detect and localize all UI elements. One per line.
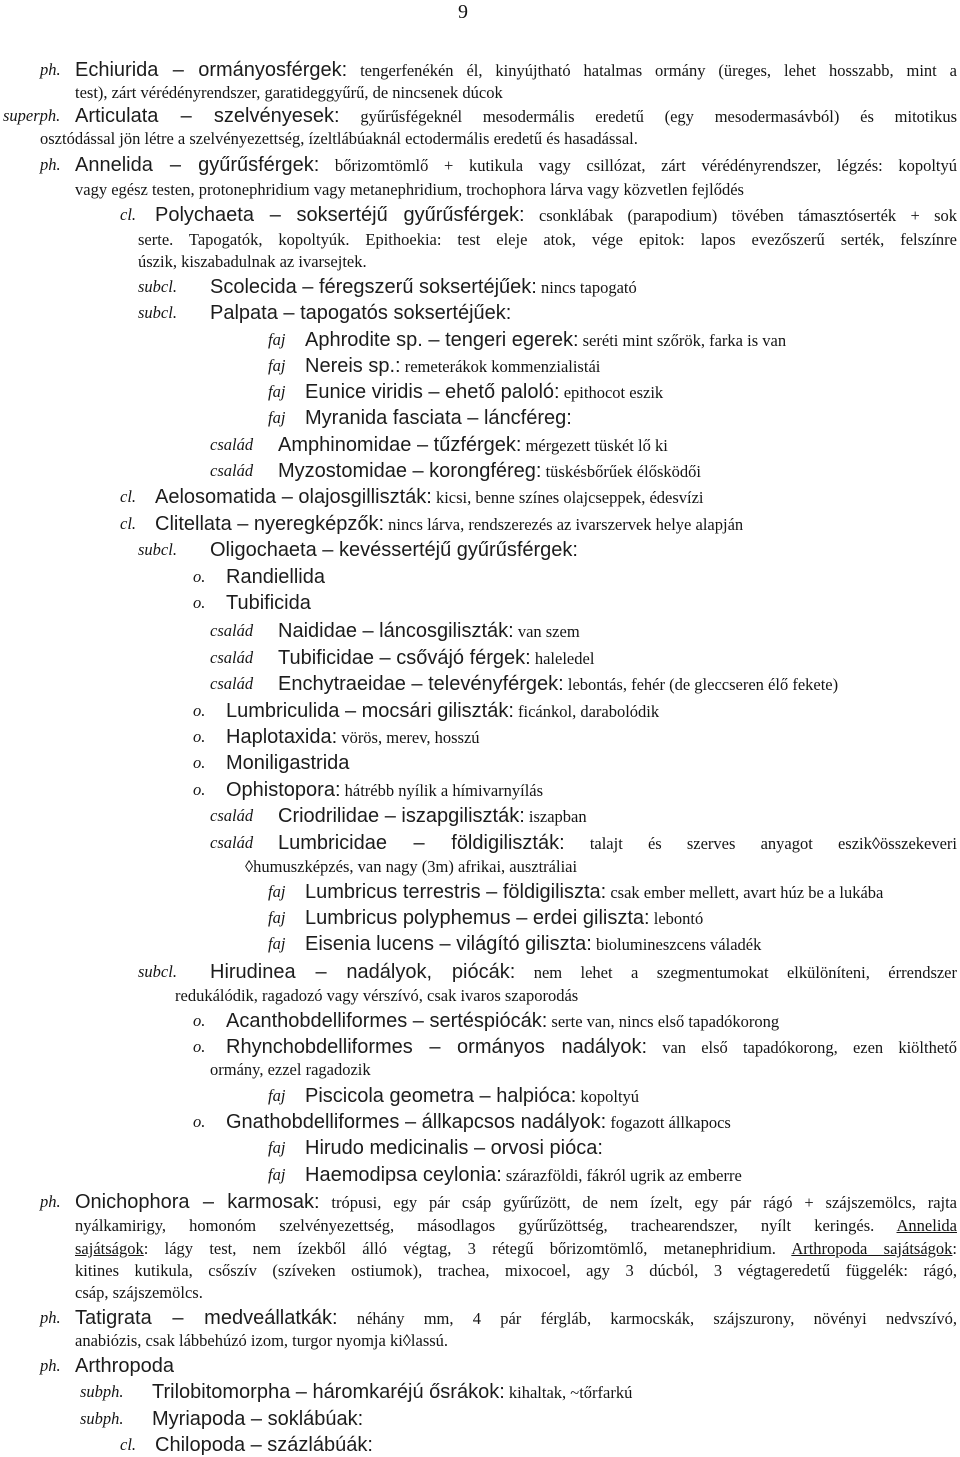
continuation-text: ◊humuszképzés, van nagy (3m) afrikai, ausztráliai [245, 857, 578, 876]
taxon-entry [0, 752, 960, 774]
taxon-description: csak ember mellett, avart húz be a lukába [610, 883, 884, 902]
taxon-name: Lumbricidae – földigiliszták: [278, 832, 565, 854]
taxon-entry [0, 1355, 960, 1377]
underlined-heading: Annelida [896, 1216, 957, 1235]
taxon-name: Eisenia lucens – világító giliszta: [305, 933, 592, 955]
taxon-text [305, 907, 703, 930]
taxon-text [305, 381, 663, 404]
rank-label: o. [193, 1011, 206, 1030]
underlined-heading: Arthropoda sajátságok [791, 1239, 953, 1258]
taxon-name: Enchytraeidae – televényférgek: [278, 673, 564, 695]
taxon-text [278, 460, 701, 483]
continuation-line [0, 82, 960, 104]
continuation-line [0, 128, 960, 150]
rank-label: család [210, 461, 254, 480]
rank-label: cl. [120, 205, 137, 224]
rank-label: cl. [120, 514, 137, 533]
rank-label: család [210, 621, 254, 640]
continuation-line [0, 1215, 960, 1237]
taxon-text [75, 105, 957, 128]
taxon-description: nincs tapogató [540, 278, 637, 297]
rank-label: ph. [40, 155, 61, 174]
taxon-description: hátrébb nyílik a hímivarnyílás [344, 781, 544, 800]
taxon-description: trópusi, egy pár csáp gyűrűzött, de nem ízelt, egy pár rágó + szájszemölcs, rajta [331, 1193, 958, 1212]
taxon-entry [0, 1010, 960, 1032]
continuation-text: vagy egész testen, protonephridium vagy metanephridium, trochophora lárva vagy közvetlen fejlődés [75, 180, 744, 199]
taxon-description: ficánkol, darabolódik [518, 702, 660, 721]
taxon-entry [0, 881, 960, 903]
rank-label: faj [268, 882, 286, 901]
rank-label: cl. [120, 487, 137, 506]
taxon-name: Clitellata – nyeregképzők: [155, 513, 385, 535]
taxon-text [305, 1137, 603, 1160]
continuation-text: úszik, kiszabadulnak az ivarsejtek. [138, 252, 367, 271]
taxon-entry [0, 407, 960, 429]
taxon-name: Echiurida – ormányosférgek: [75, 59, 348, 81]
rank-label: ph. [40, 60, 61, 79]
taxon-text [226, 779, 543, 802]
taxon-name: Piscicola geometra – halpióca: [305, 1085, 577, 1107]
taxon-description: kicsi, benne színes olajcseppek, édesvízi [435, 488, 704, 507]
continuation-line [0, 1282, 960, 1304]
taxon-description: van szem [517, 622, 580, 641]
rank-label: család [210, 648, 254, 667]
taxon-name: Oligochaeta – kevéssertéjű gyűrűsférgek: [210, 539, 578, 561]
page-number: 9 [458, 1, 468, 23]
taxon-name: Scolecida – féregszerű soksertéjűek: [210, 276, 537, 298]
taxon-name: Lumbriculida – mocsári giliszták: [226, 700, 514, 722]
rank-label: család [210, 674, 254, 693]
rank-label: subcl. [138, 540, 177, 559]
taxon-description: serte van, nincs első tapadókorong [551, 1012, 780, 1031]
taxon-description: van első tapadókorong, ezen kiölthető [662, 1038, 957, 1057]
taxon-name: Haemodipsa ceylonia: [305, 1164, 502, 1186]
taxon-description: néhány mm, 4 pár férgláb, karmocskák, szájszurony, növényi nedvszívó, [356, 1309, 958, 1328]
taxon-text [155, 486, 704, 509]
rank-label: faj [268, 934, 286, 953]
continuation-text: test), zárt vérédényrendszer, garatideggyűrű, de nincsenek dúcok [75, 83, 503, 102]
taxon-description: lebontó [653, 909, 704, 928]
continuation-line [0, 229, 960, 251]
taxon-entry [0, 673, 960, 695]
rank-label: faj [268, 1086, 286, 1105]
rank-label: faj [268, 1165, 286, 1184]
taxon-description: fogazott állkapocs [610, 1113, 731, 1132]
taxon-text [210, 539, 578, 562]
taxon-text [226, 1036, 957, 1059]
rank-label: o. [193, 780, 206, 799]
taxon-text [75, 59, 957, 82]
paragraph-text: nyálkamirigy, homonóm szelvényezettség, másodlagos gyűrűzöttség, trachearendszer, nyílt keringés. [75, 1216, 875, 1235]
taxon-description: haleledel [534, 649, 595, 668]
taxon-entry [0, 204, 960, 226]
taxon-entry [0, 329, 960, 351]
rank-label: subcl. [138, 303, 177, 322]
taxon-description: nem lehet a szegmentumokat elkülöníteni, érrendszer [533, 963, 958, 982]
taxon-description: epithocot eszik [563, 383, 664, 402]
taxon-text [75, 1307, 957, 1330]
taxon-name: Eunice viridis – ehető paloló: [305, 381, 560, 403]
taxon-text [210, 302, 511, 325]
taxon-entry [0, 513, 960, 535]
rank-label: család [210, 435, 254, 454]
taxon-description: tengerfenékén él, kinyújtható hatalmas ormány (üreges, lehet hosszabb, mint a [360, 61, 957, 80]
taxon-text [226, 592, 311, 615]
taxon-entry [0, 1036, 960, 1058]
taxon-name: Tatigrata – medveállatkák: [75, 1307, 338, 1329]
taxon-description: kihaltak, ~tőrfarkú [508, 1383, 633, 1402]
taxon-entry [0, 726, 960, 748]
taxon-description: biolumineszcens váladék [595, 935, 762, 954]
taxon-name: Myriapoda – soklábúak: [152, 1408, 364, 1430]
taxon-entry [0, 805, 960, 827]
taxon-entry [0, 486, 960, 508]
continuation-text: ormány, ezzel ragadozik [210, 1060, 371, 1079]
taxon-entry [0, 105, 960, 127]
taxon-name: Amphinomidae – tűzférgek: [278, 434, 522, 456]
taxon-name: Randiellida [226, 566, 325, 588]
taxon-text [278, 832, 957, 855]
rank-label: faj [268, 330, 286, 349]
taxon-description: tüskésbőrűek élősködői [545, 462, 701, 481]
rank-label: ph. [40, 1356, 61, 1375]
rank-label: o. [193, 567, 206, 586]
taxon-text [305, 881, 883, 904]
taxon-description: lebontás, fehér (de gleccseren élő fekete) [567, 675, 839, 694]
rank-label: faj [268, 1138, 286, 1157]
taxon-text [278, 434, 668, 457]
taxon-name: Rhynchobdelliformes – ormányos nadályok: [226, 1036, 648, 1058]
taxon-description: kopoltyú [580, 1087, 640, 1106]
taxon-description: iszapban [528, 807, 587, 826]
taxon-text [155, 204, 957, 227]
rank-label: ph. [40, 1308, 61, 1327]
taxon-entry [0, 907, 960, 929]
taxon-text [75, 1355, 174, 1378]
paragraph-text: : lágy test, nem ízekből álló végtag, 3 rétegű bőrizomtömlő, metanephridium. [143, 1239, 776, 1258]
taxon-text [226, 566, 325, 589]
continuation-line [0, 251, 960, 273]
rank-label: subph. [80, 1409, 124, 1428]
taxon-text [152, 1408, 363, 1431]
taxon-description: bőrizomtömlő + kutikula vagy csillózat, zárt vérédényrendszer, légzés: kopoltyú [334, 156, 958, 175]
rank-label: subcl. [138, 962, 177, 981]
taxon-name: Acanthobdelliformes – sertéspiócák: [226, 1010, 548, 1032]
taxon-name: Tubificidae – csővájó férgek: [278, 647, 531, 669]
taxon-name: Chilopoda – százlábúák: [155, 1434, 373, 1456]
rank-label: faj [268, 382, 286, 401]
taxon-entry [0, 302, 960, 324]
taxon-name: Ophistopora: [226, 779, 341, 801]
taxon-entry [0, 539, 960, 561]
taxon-name: Hirudinea – nadályok, piócák: [210, 961, 516, 983]
taxon-name: Onichophora – karmosak: [75, 1191, 320, 1213]
taxon-entry [0, 1381, 960, 1403]
taxon-description: vörös, merev, hosszú [341, 728, 480, 747]
taxon-entry [0, 1307, 960, 1329]
taxon-text [152, 1381, 632, 1404]
taxon-entry [0, 647, 960, 669]
taxon-text [75, 154, 957, 177]
taxon-name: Aphrodite sp. – tengeri egerek: [305, 329, 579, 351]
taxon-entry [0, 355, 960, 377]
underlined-heading: sajátságok [75, 1239, 144, 1258]
taxon-text [305, 933, 761, 956]
continuation-line [0, 856, 960, 878]
continuation-text: redukálódik, ragadozó vagy vérszívó, csak ivaros szaporodás [175, 986, 579, 1005]
taxon-text [278, 620, 580, 643]
taxon-text [305, 1164, 742, 1187]
taxon-name: Hirudo medicinalis – orvosi pióca: [305, 1137, 603, 1159]
rank-label: o. [193, 1112, 206, 1131]
taxon-name: Palpata – tapogatós soksertéjűek: [210, 302, 512, 324]
continuation-line [0, 179, 960, 201]
taxon-entry [0, 381, 960, 403]
taxon-name: Trilobitomorpha – háromkaréjú ősrákok: [152, 1381, 505, 1403]
taxon-name: Criodrilidae – iszapgiliszták: [278, 805, 525, 827]
taxon-name: Polychaeta – soksertéjű gyűrűsférgek: [155, 204, 525, 226]
rank-label: o. [193, 727, 206, 746]
taxon-name: Moniligastrida [226, 752, 350, 774]
taxon-entry [0, 1085, 960, 1107]
taxon-text [210, 961, 957, 984]
taxon-name: Haplotaxida: [226, 726, 338, 748]
rank-label: ph. [40, 1192, 61, 1211]
taxon-entry [0, 620, 960, 642]
taxon-text [278, 647, 594, 670]
taxon-name: Tubificida [226, 592, 311, 614]
taxon-description: seréti mint szőrök, farka is van [582, 331, 787, 350]
rank-label: család [210, 833, 254, 852]
taxon-entry [0, 779, 960, 801]
taxon-name: Articulata – szelvényesek: [75, 105, 340, 127]
taxon-name: Gnathobdelliformes – állkapcsos nadályok: [226, 1111, 607, 1133]
continuation-text [75, 1215, 957, 1237]
taxon-name: Myzostomidae – korongféreg: [278, 460, 542, 482]
taxon-description: remeterákok kommenzialistái [404, 357, 601, 376]
taxon-description: gyűrűsfégeknél mesodermális eredetű (egy mesodermasávból) és mitotikus [360, 107, 957, 126]
taxon-text [226, 700, 659, 723]
taxon-description: mérgezett tüskét lő ki [525, 436, 668, 455]
taxon-text [226, 752, 349, 775]
taxon-entry [0, 961, 960, 983]
taxon-entry [0, 1191, 960, 1213]
rank-label: faj [268, 408, 286, 427]
taxon-name: Annelida – gyűrűsférgek: [75, 154, 320, 176]
continuation-line [0, 1330, 960, 1352]
taxon-description: talajt és szerves anyagot eszik◊összekeveri [589, 834, 958, 853]
taxon-text [210, 276, 637, 299]
rank-label: o. [193, 701, 206, 720]
taxon-entry [0, 933, 960, 955]
taxon-text [226, 1010, 779, 1033]
rank-label: cl. [120, 1435, 137, 1454]
taxon-entry [0, 566, 960, 588]
taxon-text [226, 726, 480, 749]
rank-label: subcl. [138, 277, 177, 296]
taxon-description: szárazföldi, fákról ugrik az emberre [505, 1166, 742, 1185]
taxon-text [278, 805, 587, 828]
rank-label: család [210, 806, 254, 825]
taxon-entry [0, 1164, 960, 1186]
continuation-text: osztódással jön létre a szelvényezettség, ízeltlábúaknál ectodermális eredetű és hasadással. [40, 129, 638, 148]
taxon-entry [0, 59, 960, 81]
continuation-text: serte. Tapogatók, kopoltyúk. Epithoekia: test eleje atok, vége epitok: lapos evezőszerű serték, felszínre [138, 230, 957, 249]
continuation-text: anabiózis, csak lábbehúzó izom, turgor nyomja ki◊lassú. [75, 1331, 449, 1350]
taxon-entry [0, 154, 960, 176]
continuation-text [75, 1238, 957, 1260]
continuation-text: kitines kutikula, csőszív (szíveken ostiumok), trachea, mixocoel, agy 3 dúcból, 3 végtageredetű függelék: rágó, [75, 1261, 957, 1280]
rank-label: faj [268, 908, 286, 927]
rank-label: o. [193, 753, 206, 772]
taxon-entry [0, 1434, 960, 1456]
taxon-name: Nereis sp.: [305, 355, 401, 377]
rank-label: o. [193, 593, 206, 612]
rank-label: faj [268, 356, 286, 375]
continuation-line [0, 985, 960, 1007]
taxon-name: Aelosomatida – olajosgilliszták: [155, 486, 432, 508]
taxon-text [305, 329, 786, 352]
paragraph-text: : [952, 1239, 957, 1258]
taxon-name: Lumbricus polyphemus – erdei giliszta: [305, 907, 650, 929]
taxon-description: csonklábak (parapodium) tövében támasztóserték + sok [538, 206, 957, 225]
taxon-name: Naididae – láncosgiliszták: [278, 620, 514, 642]
rank-label: subph. [80, 1382, 124, 1401]
taxon-name: Arthropoda [75, 1355, 174, 1377]
taxon-entry [0, 276, 960, 298]
taxon-entry [0, 1137, 960, 1159]
taxon-text [226, 1111, 731, 1134]
taxon-text [75, 1191, 957, 1214]
rank-label: superph. [3, 106, 61, 125]
taxon-entry [0, 434, 960, 456]
taxon-description: nincs lárva, rendszerezés az ivarszervek helye alapján [388, 515, 744, 534]
taxon-entry [0, 832, 960, 854]
taxon-entry [0, 700, 960, 722]
taxon-text [155, 1434, 373, 1457]
taxon-text [155, 513, 743, 536]
taxon-name: Myranida fasciata – láncféreg: [305, 407, 572, 429]
taxon-text [278, 673, 838, 696]
continuation-line [0, 1238, 960, 1260]
taxon-entry [0, 1111, 960, 1133]
taxon-text [305, 355, 600, 378]
continuation-line [0, 1260, 960, 1282]
taxon-entry [0, 592, 960, 614]
taxon-name: Lumbricus terrestris – földigiliszta: [305, 881, 607, 903]
rank-label: o. [193, 1037, 206, 1056]
taxon-entry [0, 1408, 960, 1430]
continuation-line [0, 1059, 960, 1081]
taxon-entry [0, 460, 960, 482]
continuation-text: csáp, szájszemölcs. [75, 1283, 203, 1302]
taxon-text [305, 1085, 639, 1108]
taxon-text [305, 407, 572, 430]
